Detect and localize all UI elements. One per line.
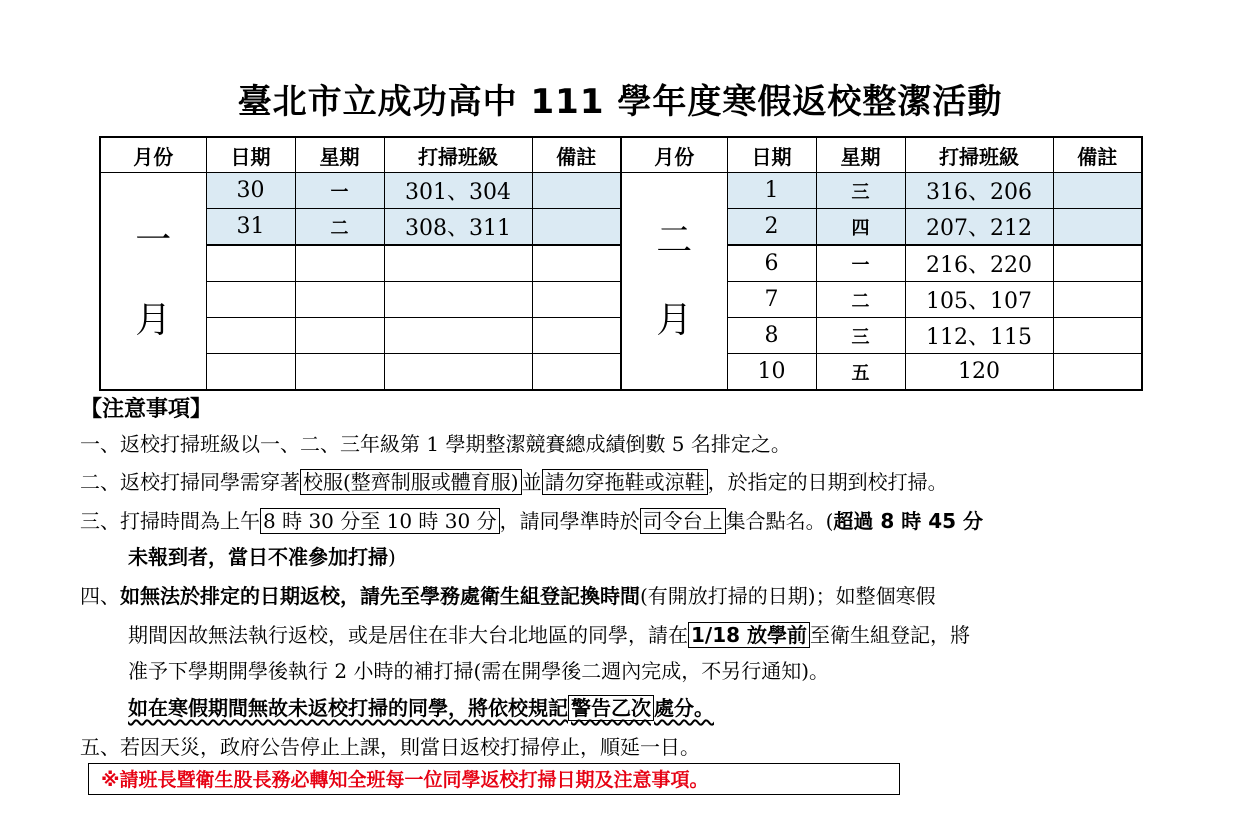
classes-cell: 105、107: [905, 282, 1053, 318]
header-weekday: 星期: [295, 137, 384, 173]
note-3-text: ): [388, 545, 396, 569]
note-cell: [532, 173, 621, 209]
note-3-text: 三、打掃時間為上午: [80, 509, 260, 533]
late-threshold: 超過 8 時 45 分: [833, 509, 983, 533]
reschedule-rule: 如無法於排定的日期返校，請先至學務處衛生組登記換時間: [120, 584, 640, 608]
time-range: 8 時 30 分至 10 時 30 分: [260, 508, 500, 534]
note-cell: [1053, 282, 1142, 318]
weekday-cell: 二: [295, 209, 384, 246]
note-4-line3: 准予下學期開學後執行 2 小時的補打掃(需在開學後二週內完成，不另行通知)。: [128, 659, 830, 683]
header-month: 月份: [621, 137, 727, 173]
table-header-row: [100, 137, 1142, 173]
weekday-cell: 一: [295, 173, 384, 209]
note-2-text: 二、返校打掃同學需穿著: [80, 470, 300, 494]
header-note: 備註: [532, 137, 621, 173]
assembly-place: 司令台上: [640, 508, 726, 534]
header-weekday: 星期: [816, 137, 905, 173]
schedule-table: [99, 136, 1143, 391]
deadline: 1/18 放學前: [688, 622, 810, 648]
note-cell: [1053, 354, 1142, 391]
classes-cell: [384, 354, 532, 391]
date-cell: 7: [727, 282, 816, 318]
note-cell: [532, 245, 621, 282]
penalty-text: 處分。: [654, 696, 714, 720]
header-note: 備註: [1053, 137, 1142, 173]
note-3-text: 集合點名。(: [725, 509, 834, 533]
note-cell: [532, 318, 621, 354]
footwear-rule: 請勿穿拖鞋或涼鞋: [542, 469, 708, 495]
month-cell-january: 一 月: [100, 173, 206, 391]
date-cell: [206, 318, 295, 354]
date-cell: 6: [727, 245, 816, 282]
header-classes: 打掃班級: [905, 137, 1053, 173]
weekday-cell: 三: [816, 173, 905, 209]
note-3-text: ，請同學準時於: [499, 509, 640, 533]
classes-cell: [384, 282, 532, 318]
classes-cell: 216、220: [905, 245, 1053, 282]
classes-cell: 308、311: [384, 209, 532, 246]
date-cell: [206, 245, 295, 282]
date-cell: [206, 282, 295, 318]
classes-cell: 301、304: [384, 173, 532, 209]
note-2-text: ，於指定的日期到校打掃。: [707, 470, 948, 494]
weekday-cell: 二: [816, 282, 905, 318]
note-2-text: 並: [521, 470, 542, 494]
header-month: 月份: [100, 137, 206, 173]
weekday-cell: 一: [816, 245, 905, 282]
uniform-requirement: 校服(整齊制服或體育服): [300, 469, 522, 495]
classes-cell: [384, 245, 532, 282]
reminder-box: ※請班長暨衛生股長務必轉知全班每一位同學返校打掃日期及注意事項。: [88, 763, 900, 795]
header-date: 日期: [206, 137, 295, 173]
note-5: 五、若因天災，政府公告停止上課，則當日返校打掃停止，順延一日。: [80, 735, 700, 759]
date-cell: 8: [727, 318, 816, 354]
table-row: [100, 173, 1142, 209]
classes-cell: [384, 318, 532, 354]
weekday-cell: [295, 282, 384, 318]
date-cell: 1: [727, 173, 816, 209]
note-cell: [1053, 318, 1142, 354]
note-cell: [532, 354, 621, 391]
note-4-text: 至衛生組登記，將: [810, 623, 971, 647]
late-rule: 未報到者，當日不准參加打掃: [128, 545, 388, 569]
note-3-line2: [128, 541, 396, 570]
note-cell: [1053, 245, 1142, 282]
penalty-text: 如在寒假期間無故未返校打掃的同學，將依校規記: [128, 696, 568, 720]
weekday-cell: 三: [816, 318, 905, 354]
note-4-line4: [128, 692, 714, 721]
note-4-text: 四、: [80, 584, 120, 608]
page-title: 臺北市立成功高中 111 學年度寒假返校整潔活動: [237, 82, 1003, 122]
date-cell: 30: [206, 173, 295, 209]
note-4: [80, 580, 936, 609]
header-date: 日期: [727, 137, 816, 173]
note-2: [80, 466, 948, 495]
weekday-cell: [295, 354, 384, 391]
note-3: [80, 505, 983, 534]
date-cell: 31: [206, 209, 295, 246]
note-cell: [532, 209, 621, 246]
weekday-cell: 四: [816, 209, 905, 246]
notes-heading: 【注意事項】: [80, 397, 213, 422]
note-4-text: 期間因故無法執行返校，或是居住在非大台北地區的同學，請在: [128, 623, 688, 647]
penalty: 警告乙次: [568, 695, 654, 721]
date-cell: 2: [727, 209, 816, 246]
weekday-cell: 五: [816, 354, 905, 391]
weekday-cell: [295, 318, 384, 354]
note-4-text: (有開放打掃的日期)；如整個寒假: [640, 584, 936, 608]
classes-cell: 207、212: [905, 209, 1053, 246]
classes-cell: 316、206: [905, 173, 1053, 209]
month-cell-february: 二 月: [621, 173, 727, 391]
classes-cell: 112、115: [905, 318, 1053, 354]
note-4-line2: [128, 619, 970, 648]
header-classes: 打掃班級: [384, 137, 532, 173]
note-1: 一、返校打掃班級以一、二、三年級第 1 學期整潔競賽總成績倒數 5 名排定之。: [80, 432, 791, 456]
date-cell: 10: [727, 354, 816, 391]
weekday-cell: [295, 245, 384, 282]
note-cell: [1053, 173, 1142, 209]
note-cell: [532, 282, 621, 318]
classes-cell: 120: [905, 354, 1053, 391]
date-cell: [206, 354, 295, 391]
note-cell: [1053, 209, 1142, 246]
